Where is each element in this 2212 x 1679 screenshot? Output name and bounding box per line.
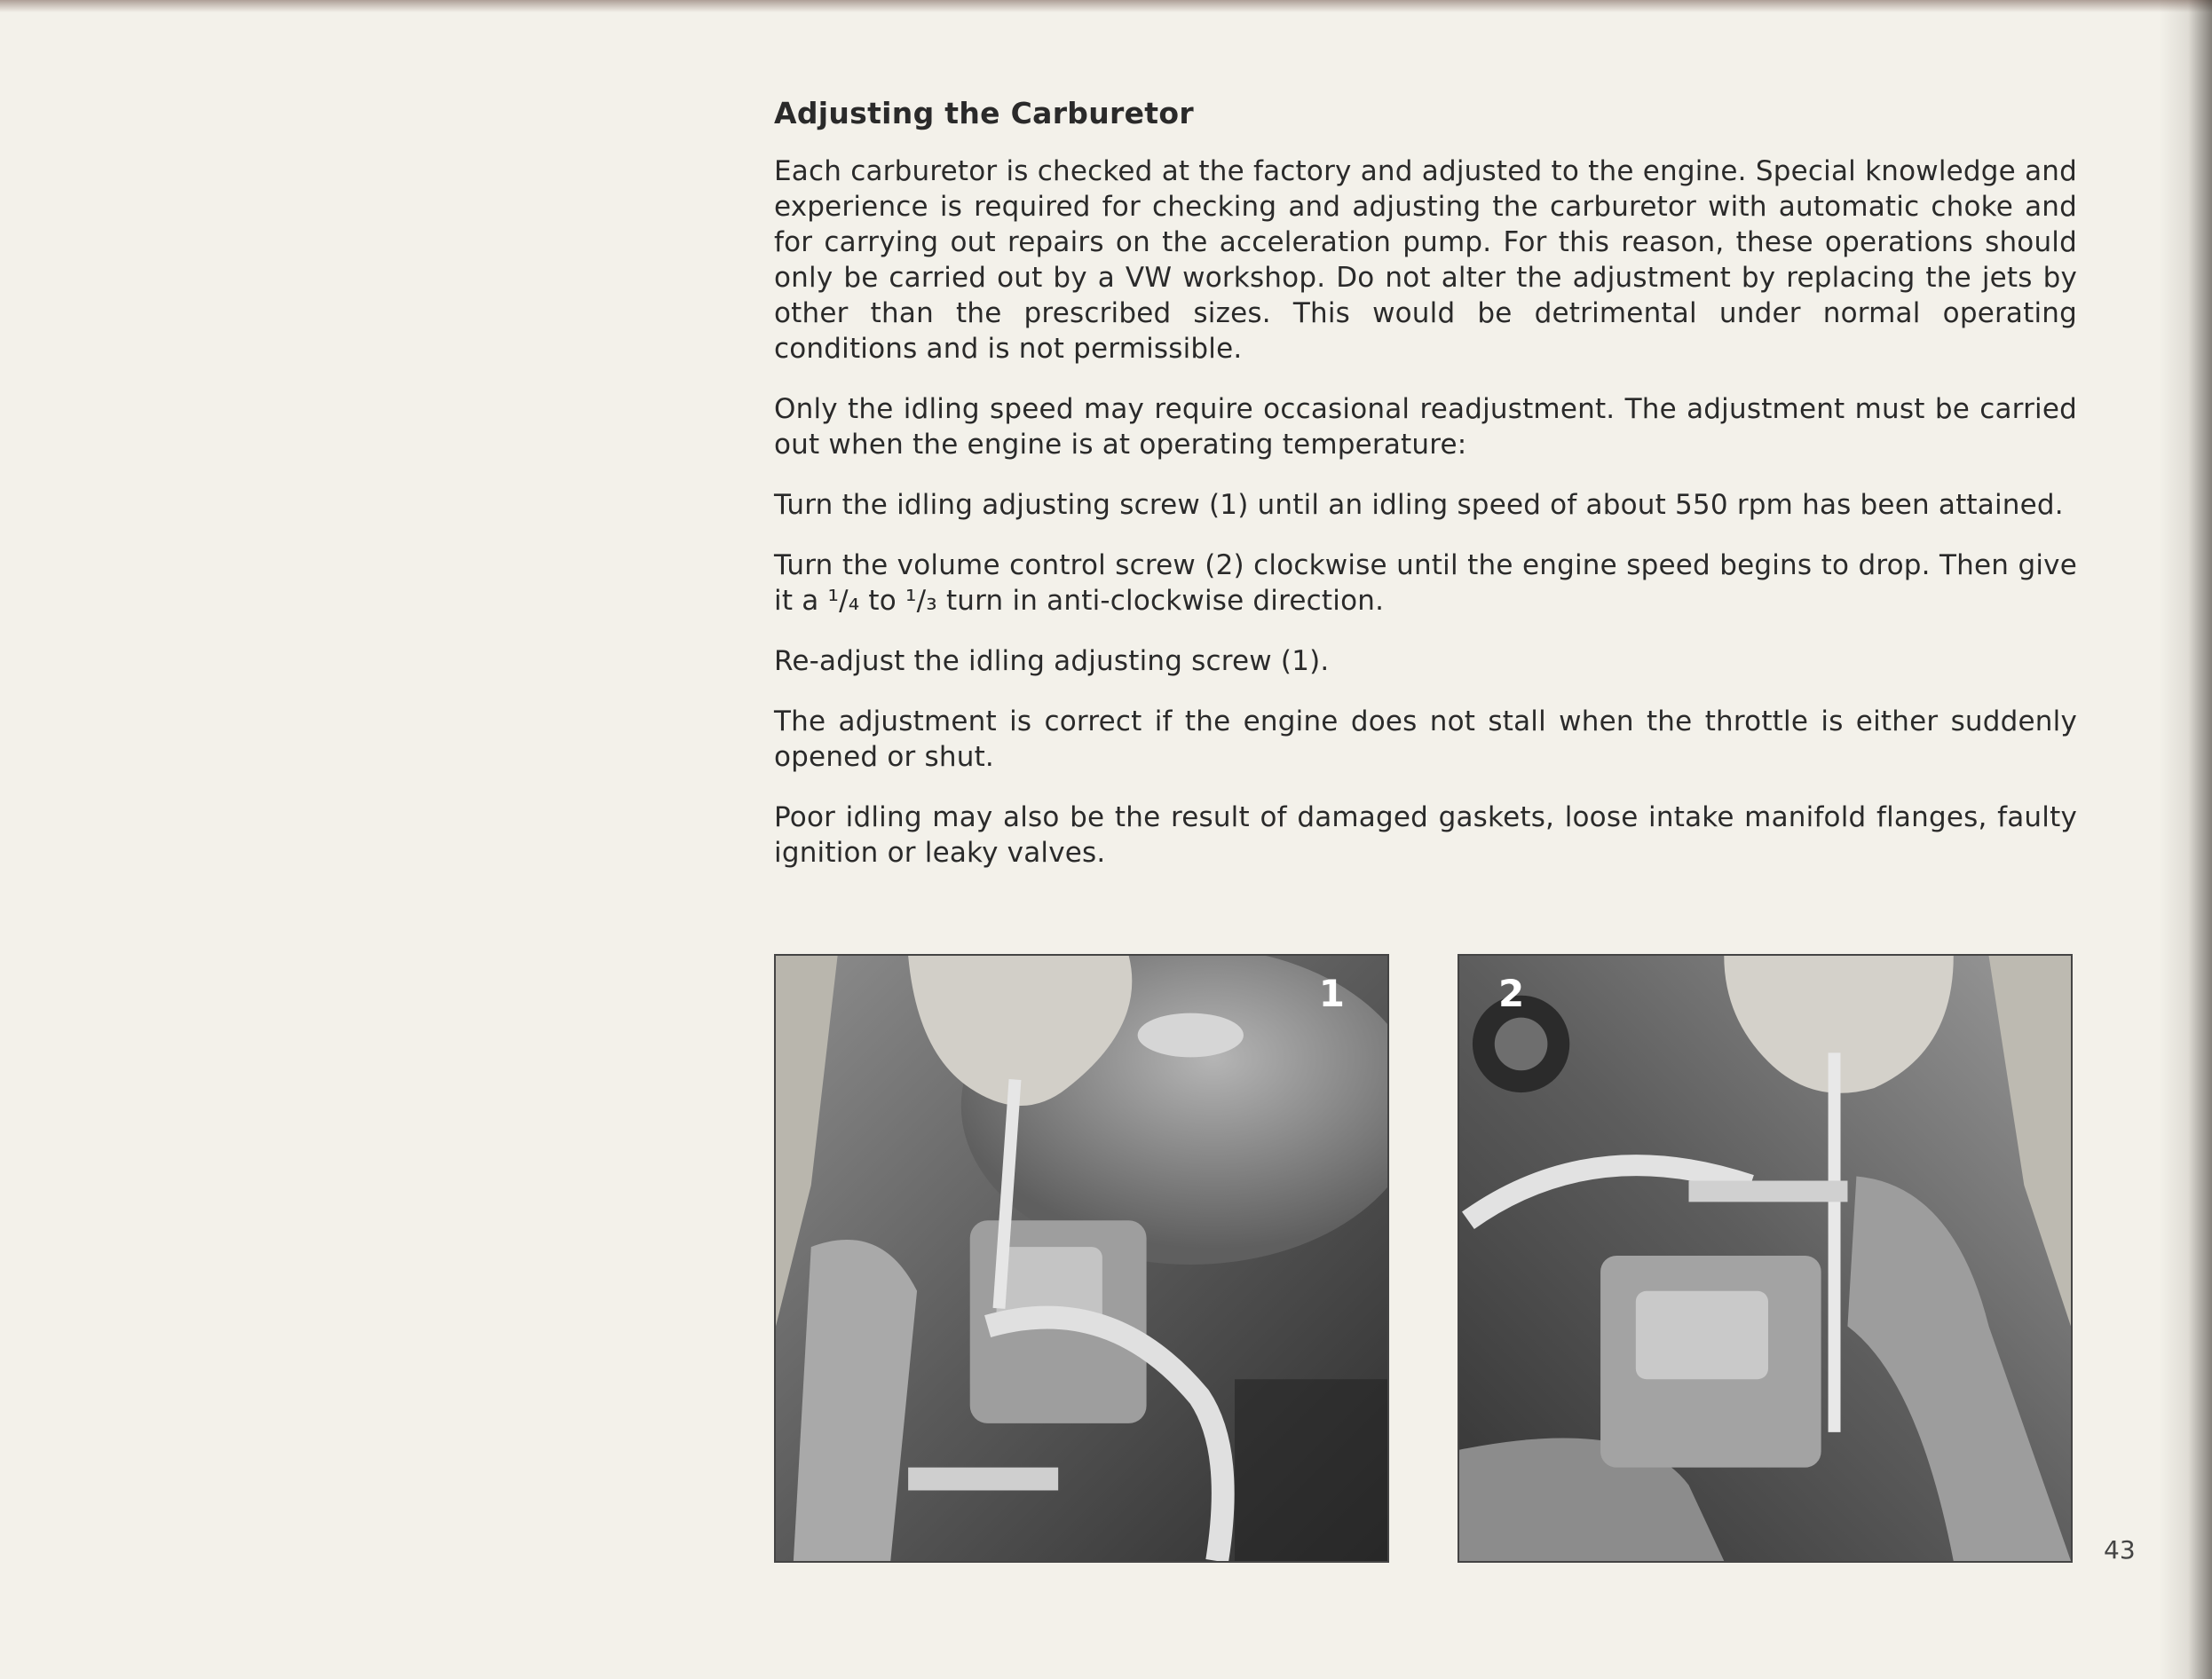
page-number: 43 [2104, 1535, 2136, 1565]
paragraph-step-readjust: Re-adjust the idling adjusting screw (1). [774, 645, 1330, 677]
engine-photo-1-image [776, 956, 1387, 1561]
paragraph-factory-adjustment: Each carburetor is checked at the factory and adjusted to the engine. Special knowledge and experience is required for checking and adjusting the carburetor with automatic choke and for carrying out repairs on the acceleration pump. For this reason, these operations should only be carried out by a VW workshop. Do not alter the adjustment by replacing the jets by other than the prescribed sizes. This would be detrimental under normal operating conditions and is not permissible. [774, 155, 2077, 365]
figure-2-photo [1458, 954, 2073, 1563]
section-title: Adjusting the Carburetor [774, 96, 1194, 130]
page-binding-edge [2159, 0, 2212, 1679]
text-column [774, 96, 2077, 895]
figure-1-label: 1 [1318, 972, 1345, 1015]
paragraph-poor-idling: Poor idling may also be the result of damaged gaskets, loose intake manifold flanges, faulty ignition or leaky valves. [774, 801, 2077, 869]
engine-photo-2-image [1459, 956, 2071, 1561]
paragraph-step-volume-screw: Turn the volume control screw (2) clockwise until the engine speed begins to drop. Then give it a ¹/₄ to ¹/₃ turn in anti-clockwise direction. [774, 549, 2077, 617]
page-top-edge [0, 0, 2212, 12]
paragraph-step-idling-screw: Turn the idling adjusting screw (1) until an idling speed of about 550 rpm has been attained. [774, 489, 2064, 521]
figure-2-label: 2 [1498, 972, 1525, 1015]
figure-1-photo [774, 954, 1389, 1563]
paragraph-check-adjustment: The adjustment is correct if the engine does not stall when the throttle is either suddenly opened or shut. [774, 705, 2077, 773]
paragraph-idling-speed: Only the idling speed may require occasional readjustment. The adjustment must be carried out when the engine is at operating temperature: [774, 393, 2077, 461]
